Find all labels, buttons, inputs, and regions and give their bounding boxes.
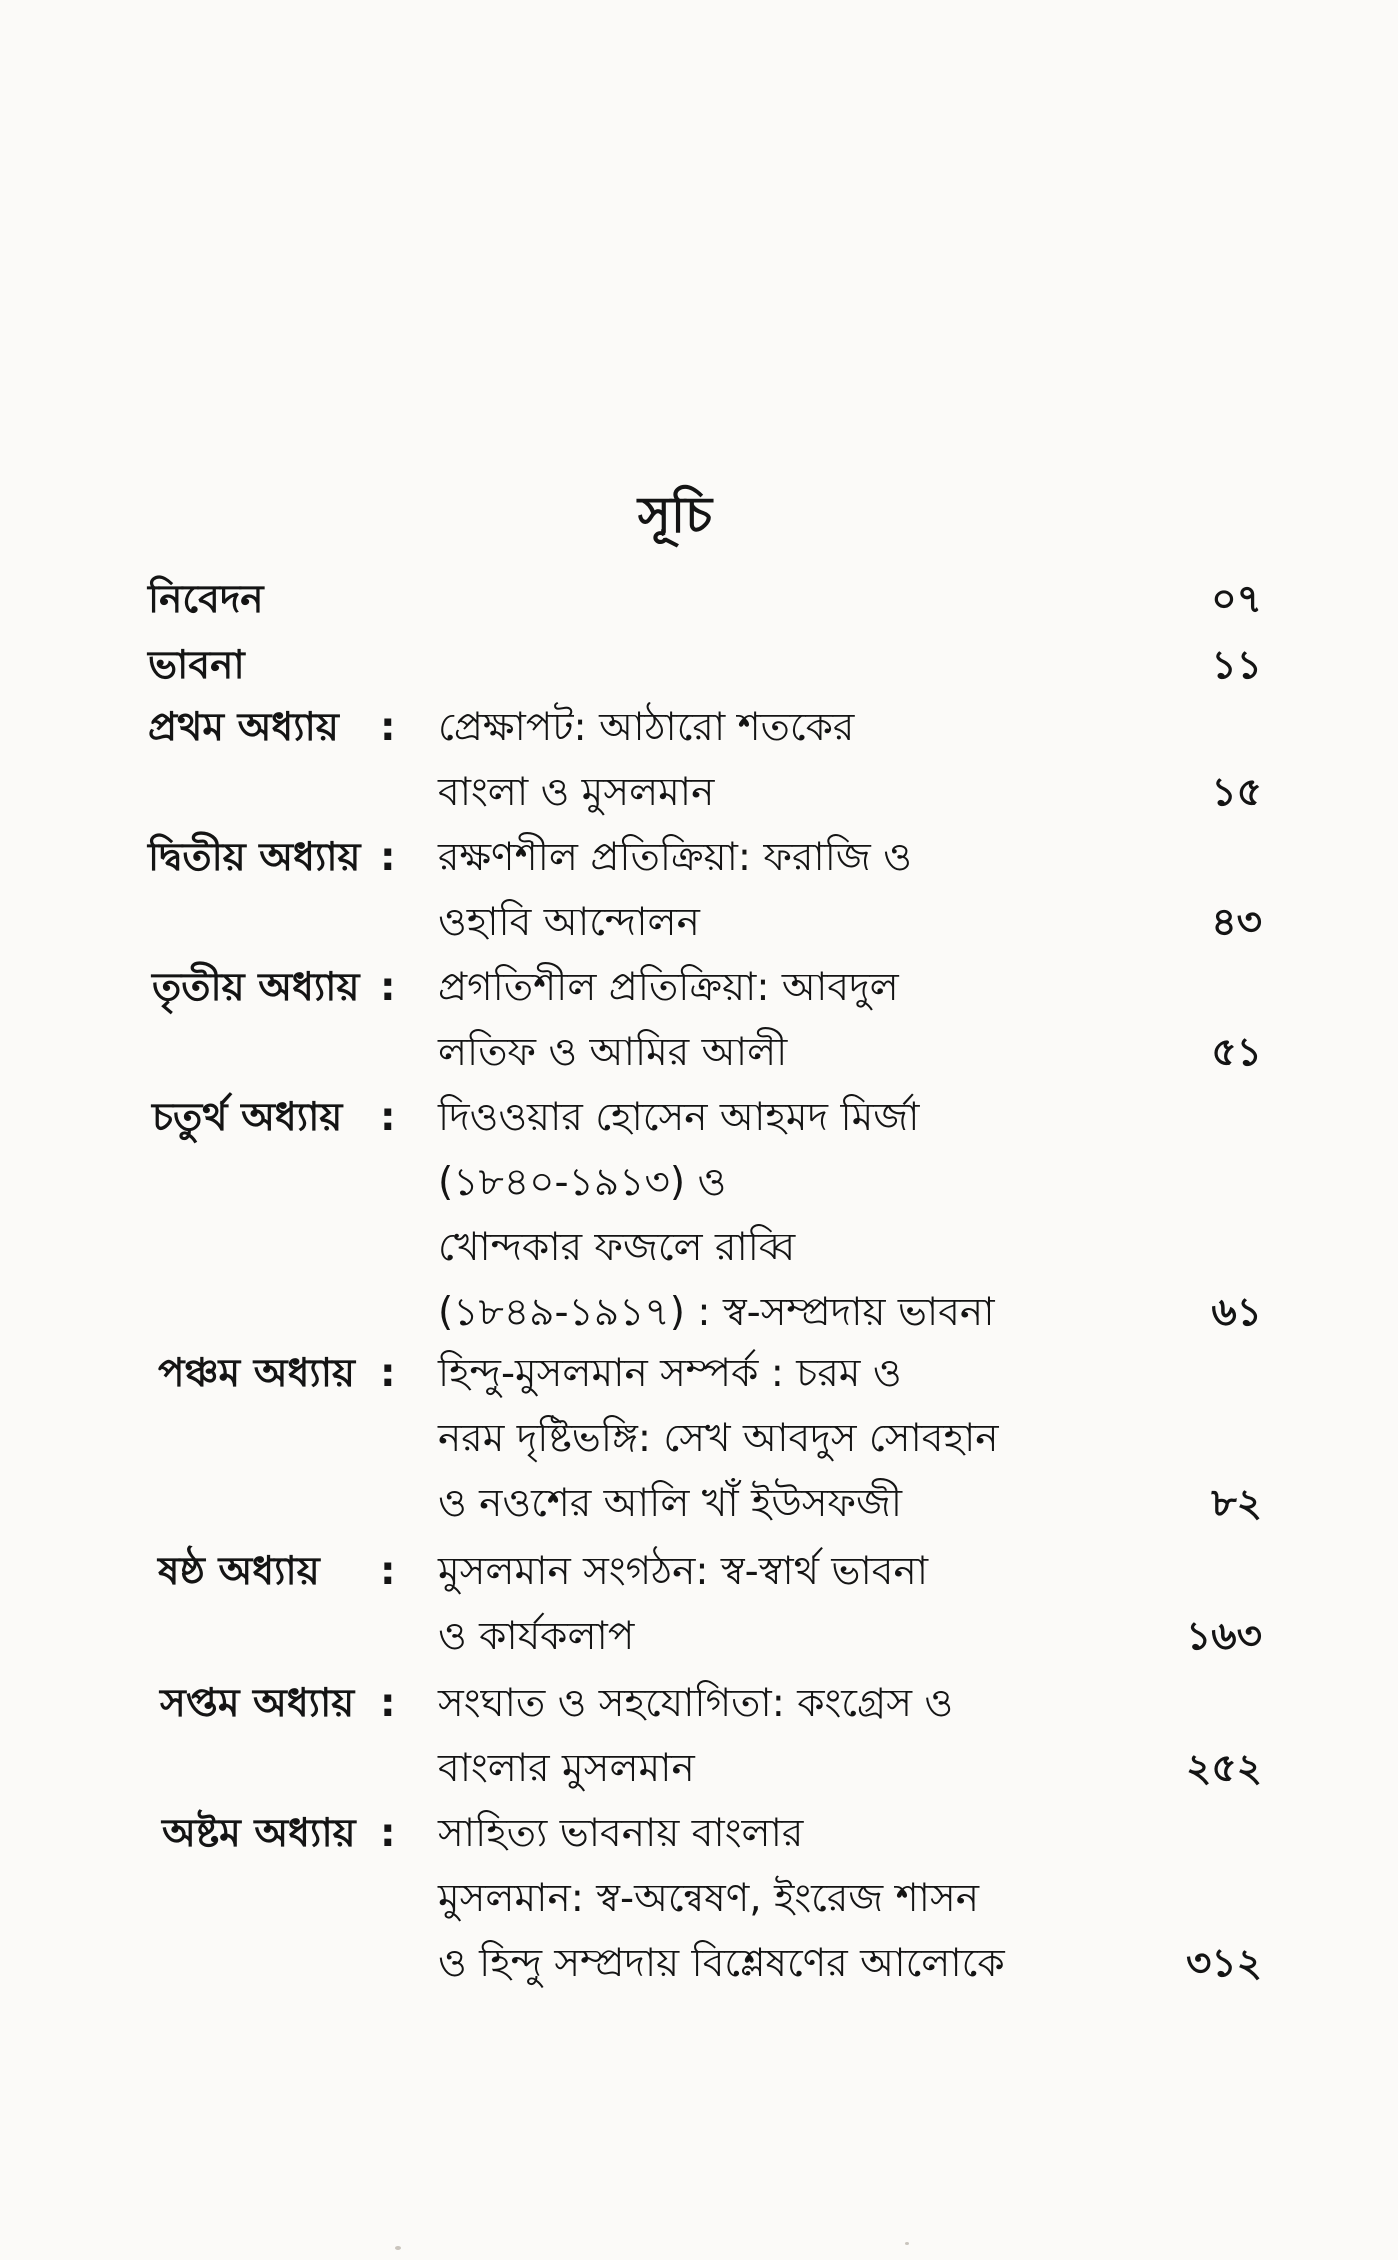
entry-title-line: সংঘাত ও সহযোগিতা: কংগ্রেস ও (438, 1681, 954, 1726)
entry-page-number: ৩১২ (1185, 1941, 1262, 1986)
entry-label: নিবেদন (148, 577, 264, 622)
entry-title-line: বাংলা ও মুসলমান (438, 770, 715, 815)
entry-label: অষ্টম অধ্যায় (162, 1811, 356, 1856)
entry-page-number: ৮২ (1211, 1481, 1262, 1526)
entry-separator: : (380, 705, 396, 750)
entry-title-line: লতিফ ও আমির আলী (438, 1030, 788, 1075)
entry-label: প্রথম অধ্যায় (148, 705, 339, 750)
entry-title-line: সাহিত্য ভাবনায় বাংলার (438, 1811, 804, 1856)
entry-label: পঞ্চম অধ্যায় (158, 1351, 356, 1396)
entry-title-line: নরম দৃষ্টিভঙ্গি: সেখ আবদুস সোবহান (438, 1416, 999, 1461)
entry-title-line: মুসলমান সংগঠন: স্ব-স্বার্থ ভাবনা (438, 1549, 929, 1594)
entry-page-number: ৫১ (1211, 1030, 1262, 1075)
entry-title-line: ওহাবি আন্দোলন (438, 900, 700, 945)
entry-separator: : (380, 1549, 396, 1594)
entry-title-line: হিন্দু-মুসলমান সম্পর্ক : চরম ও (438, 1351, 902, 1396)
entry-page-number: ৬১ (1211, 1290, 1262, 1335)
entry-title-line: প্রগতিশীল প্রতিক্রিয়া: আবদুল (438, 965, 899, 1010)
entry-title-line: বাংলার মুসলমান (438, 1746, 695, 1791)
entry-title-line: (১৮৪৯-১৯১৭) : স্ব-সম্প্রদায় ভাবনা (438, 1290, 995, 1335)
entry-label: সপ্তম অধ্যায় (160, 1681, 355, 1726)
entry-title-line: প্রেক্ষাপট: আঠারো শতকের (438, 705, 855, 750)
entry-title-line: ও নওশের আলি খাঁ ইউসফজী (438, 1481, 903, 1526)
entry-title-line: মুসলমান: স্ব-অন্বেষণ, ইংরেজ শাসন (438, 1876, 979, 1921)
entry-title-line: রক্ষণশীল প্রতিক্রিয়া: ফরাজি ও (438, 835, 912, 880)
entry-title-line: খোন্দকার ফজলে রাব্বি (438, 1225, 796, 1270)
paper-speck (905, 2242, 909, 2245)
entry-label: ভাবনা (148, 643, 245, 688)
entry-label: চতুর্থ অধ্যায় (152, 1095, 343, 1140)
entry-page-number: ১৫ (1211, 770, 1262, 815)
entry-label: তৃতীয় অধ্যায় (152, 965, 360, 1010)
entry-separator: : (380, 1681, 396, 1726)
entry-title-line: ও কার্যকলাপ (438, 1614, 635, 1659)
entry-label: ষষ্ঠ অধ্যায় (158, 1549, 320, 1594)
entry-separator: : (380, 1095, 396, 1140)
entry-separator: : (380, 1351, 396, 1396)
page-title: সূচি (637, 486, 713, 544)
entry-separator: : (380, 965, 396, 1010)
entry-label: দ্বিতীয় অধ্যায় (148, 835, 361, 880)
entry-title-line: ও হিন্দু সম্প্রদায় বিশ্লেষণের আলোকে (438, 1941, 1005, 1986)
entry-page-number: ১৬৩ (1185, 1614, 1262, 1659)
entry-title-line: দিওওয়ার হোসেন আহমদ মির্জা (438, 1095, 920, 1140)
entry-separator: : (380, 835, 396, 880)
entry-page-number: ৪৩ (1211, 900, 1262, 945)
entry-page-number: ০৭ (1211, 577, 1262, 622)
entry-title-line: (১৮৪০-১৯১৩) ও (438, 1160, 727, 1205)
entry-separator: : (380, 1811, 396, 1856)
entry-page-number: ১১ (1211, 643, 1262, 688)
entry-page-number: ২৫২ (1185, 1746, 1262, 1791)
paper-speck (395, 2246, 401, 2250)
